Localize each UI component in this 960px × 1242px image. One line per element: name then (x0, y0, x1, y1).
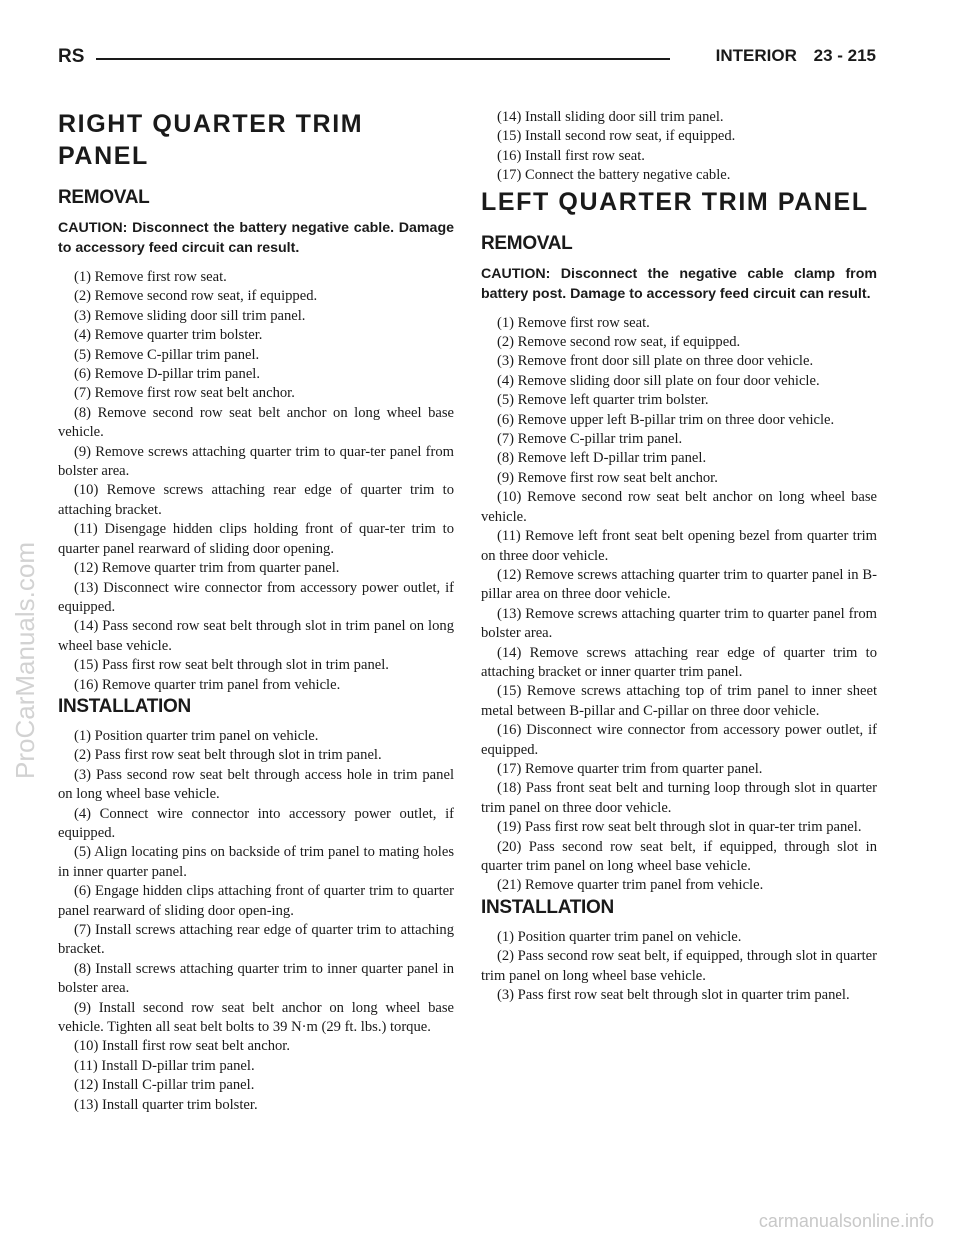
procedure-step: (3) Remove front door sill plate on three door vehicle. (497, 353, 814, 370)
procedure-step: (14) Remove screws attaching rear edge of quarter trim to attaching bracket or inner quarter trim panel. (481, 644, 877, 680)
procedure-step: (3) Remove sliding door sill trim panel. (74, 307, 306, 324)
procedure-step: (12) Remove quarter trim from quarter panel. (74, 560, 340, 577)
procedure-step: (6) Remove upper left B-pillar trim on three door vehicle. (497, 411, 835, 428)
procedure-step: (19) Pass first row seat belt through slot in quar-ter trim panel. (497, 819, 862, 836)
left-quarter-title: LEFT QUARTER TRIM PANEL (481, 187, 869, 216)
procedure-step: (5) Remove left quarter trim bolster. (497, 392, 709, 409)
left-column (58, 108, 454, 1115)
right-installation-steps (58, 727, 454, 1115)
procedure-step: (1) Remove first row seat. (74, 269, 227, 285)
procedure-step: (13) Disconnect wire connector from accessory power outlet, if equipped. (58, 579, 454, 615)
left-removal-caution: CAUTION: Disconnect the negative cable clamp from battery post. Damage to accessory feed circuit can result. (481, 265, 877, 302)
procedure-step: (10) Remove second row seat belt anchor on long wheel base vehicle. (481, 489, 877, 525)
procedure-step: (16) Install first row seat. (497, 147, 645, 164)
procedure-step: (1) Position quarter trim panel on vehicle. (74, 727, 319, 744)
procedure-step: (2) Pass second row seat belt, if equipped, through slot in quarter trim panel on long wheel base vehicle. (481, 948, 877, 984)
procedure-step: (9) Remove first row seat belt anchor. (497, 469, 718, 486)
procedure-step: (15) Remove screws attaching top of trim panel to inner sheet metal between B-pillar and C-pillar on three door vehicle. (481, 683, 877, 719)
procedure-step: (16) Disconnect wire connector from accessory power outlet, if equipped. (481, 722, 877, 758)
procedure-step: (7) Remove C-pillar trim panel. (497, 431, 683, 448)
procedure-step: (13) Remove screws attaching quarter trim to quarter panel from bolster area. (481, 605, 877, 642)
procedure-step: (9) Install second row seat belt anchor on long wheel base vehicle. Tighten all seat belt bolts to 39 N·m (29 ft. lbs.) torque. (58, 999, 454, 1036)
procedure-step: (11) Install D-pillar trim panel. (74, 1057, 255, 1074)
header-model-code: RS (58, 46, 85, 67)
procedure-step: (14) Install sliding door sill trim panel. (497, 109, 724, 125)
procedure-step: (1) Position quarter trim panel on vehicle. (497, 928, 742, 945)
side-watermark-text: ProCarManuals.com (9, 541, 40, 779)
header-right (716, 46, 876, 66)
right-installation-steps-continued (481, 108, 877, 186)
procedure-step: (9) Remove screws attaching quarter trim to quar-ter panel from bolster area. (58, 443, 454, 480)
procedure-step: (3) Pass first row seat belt through slot in quarter trim panel. (497, 987, 850, 1004)
right-removal-steps (58, 268, 454, 695)
left-removal-steps (481, 314, 877, 896)
right-quarter-title: RIGHT QUARTER TRIM PANEL (58, 110, 364, 170)
procedure-step: (13) Install quarter trim bolster. (74, 1096, 258, 1113)
procedure-step: (10) Install first row seat belt anchor. (74, 1038, 291, 1055)
procedure-step: (5) Remove C-pillar trim panel. (74, 346, 260, 363)
procedure-step: (12) Remove screws attaching quarter trim to quarter panel in B-pillar area on three door vehicle. (481, 566, 877, 603)
procedure-step: (8) Remove second row seat belt anchor on long wheel base vehicle. (58, 404, 454, 441)
procedure-step: (2) Remove second row seat, if equipped. (74, 288, 318, 305)
procedure-step: (4) Remove quarter trim bolster. (74, 327, 263, 344)
procedure-step: (4) Remove sliding door sill plate on four door vehicle. (497, 372, 820, 389)
right-installation-heading: INSTALLATION (58, 695, 191, 717)
page-header (58, 44, 876, 74)
procedure-step: (5) Align locating pins on backside of trim panel to mating holes in inner quarter panel. (58, 844, 454, 880)
left-installation-steps (481, 928, 877, 1006)
procedure-step: (20) Pass second row seat belt, if equipped, through slot in quarter trim panel on long wheel base vehicle. (481, 838, 877, 874)
procedure-step: (1) Remove first row seat. (497, 314, 650, 331)
left-removal-heading: REMOVAL (481, 232, 573, 254)
procedure-step: (14) Pass second row seat belt through slot in trim panel on long wheel base vehicle. (58, 618, 454, 654)
procedure-step: (21) Remove quarter trim panel from vehicle. (497, 877, 764, 894)
procedure-step: (18) Pass front seat belt and turning loop through slot in quarter trim panel on three door vehicle. (481, 780, 877, 816)
header-page-number: 23 - 215 (813, 46, 876, 65)
procedure-step: (4) Connect wire connector into accessory power outlet, if equipped. (58, 805, 454, 841)
right-column (481, 108, 877, 1005)
procedure-step: (8) Remove left D-pillar trim panel. (497, 450, 707, 467)
header-rule (96, 58, 670, 60)
procedure-step: (15) Install second row seat, if equipped. (497, 128, 736, 145)
procedure-step: (2) Remove second row seat, if equipped. (497, 334, 741, 351)
procedure-step: (6) Engage hidden clips attaching front of quarter trim to quarter panel rearward of sliding door open-ing. (58, 883, 454, 919)
procedure-step: (8) Install screws attaching quarter trim to inner quarter panel in bolster area. (58, 960, 454, 997)
procedure-step: (7) Remove first row seat belt anchor. (74, 385, 295, 402)
side-watermark (4, 220, 46, 1100)
header-section-title: INTERIOR (715, 46, 797, 65)
bottom-watermark: carmanualsonline.info (758, 1211, 934, 1231)
procedure-step: (10) Remove screws attaching rear edge of quarter trim to attaching bracket. (58, 482, 454, 518)
right-removal-heading: REMOVAL (58, 187, 150, 208)
procedure-step: (16) Remove quarter trim panel from vehicle. (74, 676, 341, 693)
right-removal-caution: CAUTION: Disconnect the battery negative cable. Damage to accessory feed circuit can result. (58, 220, 454, 256)
procedure-step: (15) Pass first row seat belt through slot in trim panel. (74, 657, 389, 674)
procedure-step: (11) Disengage hidden clips holding front of quar-ter trim to quarter panel rearward of sliding door opening. (58, 521, 454, 557)
procedure-step: (6) Remove D-pillar trim panel. (74, 366, 261, 383)
procedure-step: (3) Pass second row seat belt through access hole in trim panel on long wheel base vehicle. (58, 766, 454, 803)
left-installation-heading: INSTALLATION (481, 896, 614, 918)
procedure-step: (12) Install C-pillar trim panel. (74, 1077, 255, 1094)
procedure-step: (2) Pass first row seat belt through slot in trim panel. (74, 747, 382, 764)
procedure-step: (17) Connect the battery negative cable. (497, 167, 731, 184)
procedure-step: (17) Remove quarter trim from quarter panel. (497, 760, 763, 777)
procedure-step: (11) Remove left front seat belt opening bezel from quarter trim on three door vehicle. (481, 528, 877, 564)
procedure-step: (7) Install screws attaching rear edge of quarter trim to attaching bracket. (58, 922, 454, 958)
